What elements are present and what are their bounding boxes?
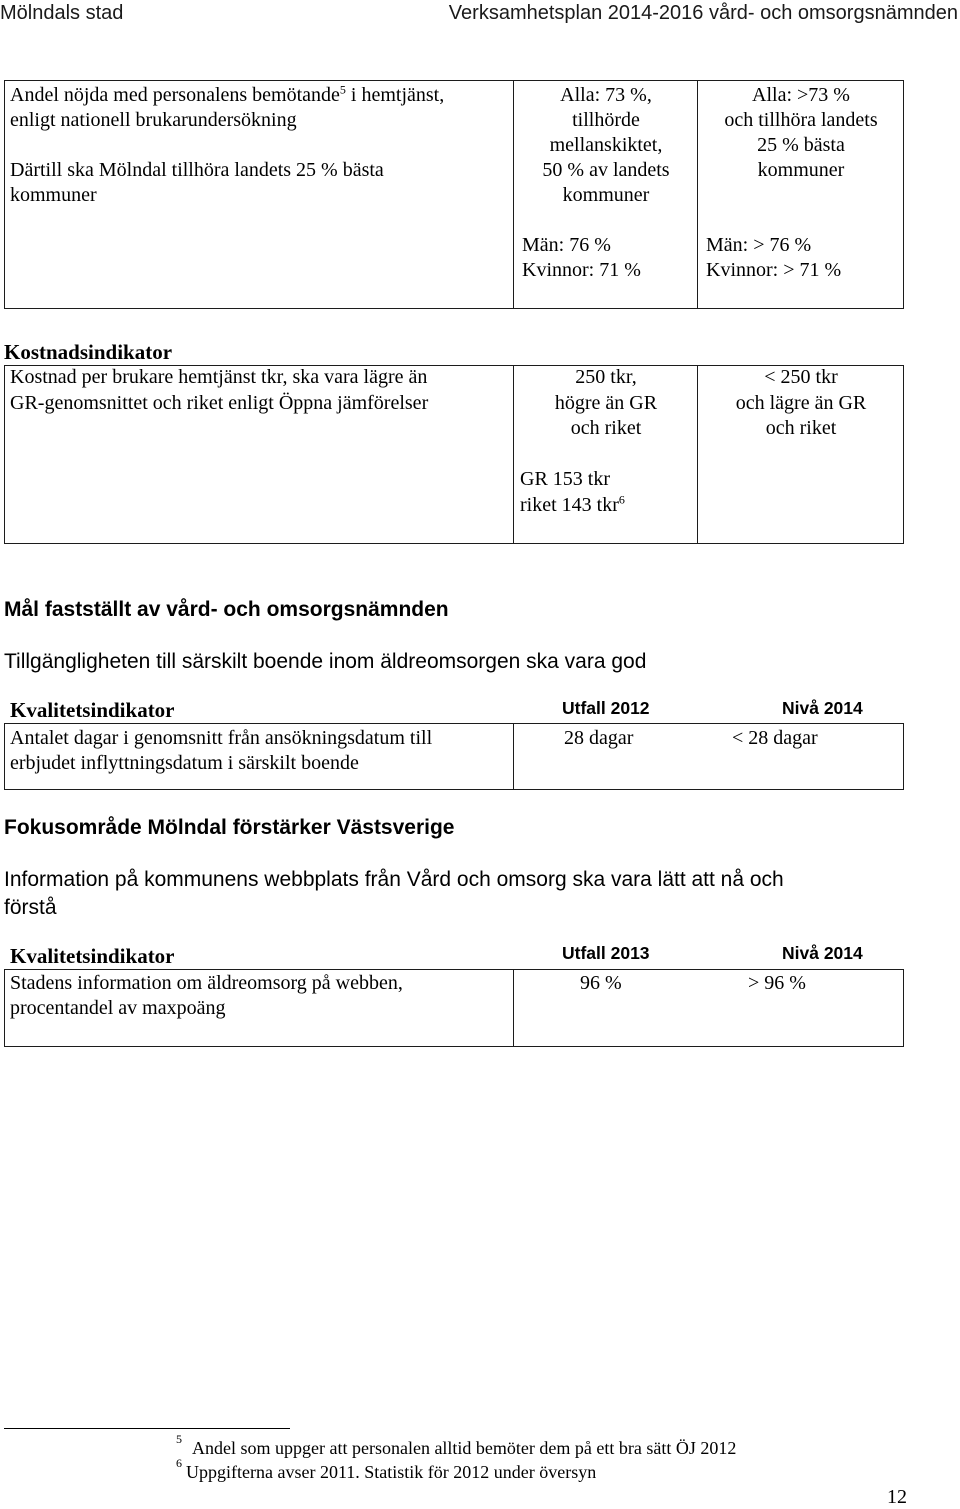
indicator-text: i hemtjänst, bbox=[345, 84, 445, 106]
satisfaction-outcome-cell bbox=[514, 83, 698, 283]
footnote-reference: 6 bbox=[618, 491, 625, 506]
target-line: och lägre än GR bbox=[735, 391, 867, 414]
outcome-line: Alla: 73 %, bbox=[560, 84, 652, 106]
table-divider bbox=[513, 723, 514, 790]
outcome-line: 250 tkr, bbox=[575, 366, 637, 388]
indicator-line: Därtill ska Mölndal tillhöra landets 25 % bästa bbox=[10, 159, 384, 181]
target-line: och tillhöra landets bbox=[724, 109, 878, 131]
outcome-women: Kvinnor: 71 % bbox=[522, 259, 641, 281]
access-indicator-heading: Kvalitetsindikator bbox=[10, 698, 175, 722]
outcome-line: tillhörde bbox=[572, 109, 640, 131]
blank-line bbox=[698, 183, 904, 208]
comparison-riket-text: riket 143 tkr bbox=[520, 493, 619, 516]
header-document-title: Verksamhetsplan 2014-2016 vård- och omsorgsnämnden bbox=[448, 2, 958, 24]
outcome-line: mellanskiktet, bbox=[549, 134, 663, 156]
comparison-gr: GR 153 tkr bbox=[520, 468, 610, 490]
outcome-men: Män: 76 % bbox=[522, 234, 611, 256]
web-indicator-cell bbox=[10, 971, 510, 1021]
access-outcome-heading: Utfall 2012 bbox=[562, 698, 650, 718]
target-line: < 250 tkr bbox=[764, 366, 838, 388]
cost-indicator-cell bbox=[10, 365, 510, 416]
focus-heading: Fokusområde Mölndal förstärker Västsverige bbox=[4, 816, 455, 839]
footnote-text: Andel som uppger att personalen alltid bemöter dem på ett bra sätt ÖJ 2012 bbox=[192, 1438, 737, 1458]
target-men: Män: > 76 % bbox=[706, 234, 812, 256]
blank-line bbox=[514, 442, 698, 468]
target-line: och riket bbox=[765, 417, 837, 439]
access-indicator-cell bbox=[10, 726, 510, 776]
cost-outcome-cell bbox=[514, 365, 698, 518]
indicator-line: kommuner bbox=[10, 184, 97, 206]
target-line: Alla: >73 % bbox=[752, 84, 850, 106]
header-organization: Mölndals stad bbox=[0, 2, 124, 24]
outcome-value: 28 dagar bbox=[564, 727, 634, 749]
indicator-line: Stadens information om äldreomsorg på webben, bbox=[10, 972, 403, 994]
cost-heading: Kostnadsindikator bbox=[4, 340, 173, 364]
blank-line bbox=[514, 208, 698, 233]
outcome-line: högre än GR bbox=[554, 391, 658, 414]
outcome-line: kommuner bbox=[562, 184, 650, 206]
web-target bbox=[748, 971, 806, 996]
table-divider bbox=[513, 969, 514, 1047]
indicator-line bbox=[10, 83, 510, 108]
access-target-heading: Nivå 2014 bbox=[782, 698, 863, 718]
target-women: Kvinnor: > 71 % bbox=[706, 259, 842, 281]
indicator-line: Antalet dagar i genomsnitt från ansökningsdatum till bbox=[10, 727, 433, 749]
indicator-line: erbjudet inflyttningsdatum i särskilt boende bbox=[10, 752, 359, 774]
web-indicator-heading: Kvalitetsindikator bbox=[10, 944, 175, 968]
footnote-number: 6 bbox=[176, 1456, 182, 1470]
blank-line bbox=[10, 133, 510, 158]
target-value: > 96 % bbox=[748, 972, 806, 994]
comparison-riket bbox=[514, 493, 698, 519]
goal-heading: Mål fastställt av vård- och omsorgsnämnden bbox=[4, 598, 449, 621]
access-outcome bbox=[564, 726, 633, 751]
focus-goal-line: Information på kommunens webbplats från Vård och omsorg ska vara lätt att nå och bbox=[4, 868, 784, 891]
indicator-line: Kostnad per brukare hemtjänst tkr, ska vara lägre än bbox=[10, 366, 428, 388]
footnote-separator bbox=[4, 1428, 290, 1429]
page-number: 12 bbox=[887, 1486, 907, 1508]
target-line: kommuner bbox=[757, 159, 845, 181]
blank-line bbox=[698, 208, 904, 233]
outcome-line: och riket bbox=[570, 417, 642, 439]
indicator-line: enligt nationell brukarundersökning bbox=[10, 109, 297, 131]
target-line: 25 % bästa bbox=[757, 134, 845, 156]
outcome-value: 96 % bbox=[580, 972, 622, 994]
outcome-line: 50 % av landets bbox=[542, 159, 670, 181]
satisfaction-indicator-cell bbox=[10, 83, 510, 208]
footnote-reference: 5 bbox=[339, 82, 346, 97]
focus-goal-text bbox=[4, 866, 784, 922]
footnote-number: 5 bbox=[176, 1432, 182, 1446]
footnote-text: Uppgifterna avser 2011. Statistik för 2012 under översyn bbox=[186, 1462, 597, 1482]
focus-goal-line: förstå bbox=[4, 896, 57, 919]
cost-target-cell bbox=[698, 365, 904, 442]
satisfaction-target-cell bbox=[698, 83, 904, 283]
indicator-text: Andel nöjda med personalens bemötande bbox=[10, 84, 340, 106]
target-value: < 28 dagar bbox=[732, 727, 818, 749]
web-target-heading: Nivå 2014 bbox=[782, 943, 863, 963]
goal-text: Tillgängligheten till särskilt boende inom äldreomsorgen ska vara god bbox=[4, 650, 647, 673]
web-outcome bbox=[580, 971, 622, 996]
access-target bbox=[732, 726, 818, 751]
web-outcome-heading: Utfall 2013 bbox=[562, 943, 650, 963]
indicator-line: procentandel av maxpoäng bbox=[10, 997, 226, 1019]
indicator-line: GR-genomsnittet och riket enligt Öppna jämförelser bbox=[10, 391, 429, 414]
